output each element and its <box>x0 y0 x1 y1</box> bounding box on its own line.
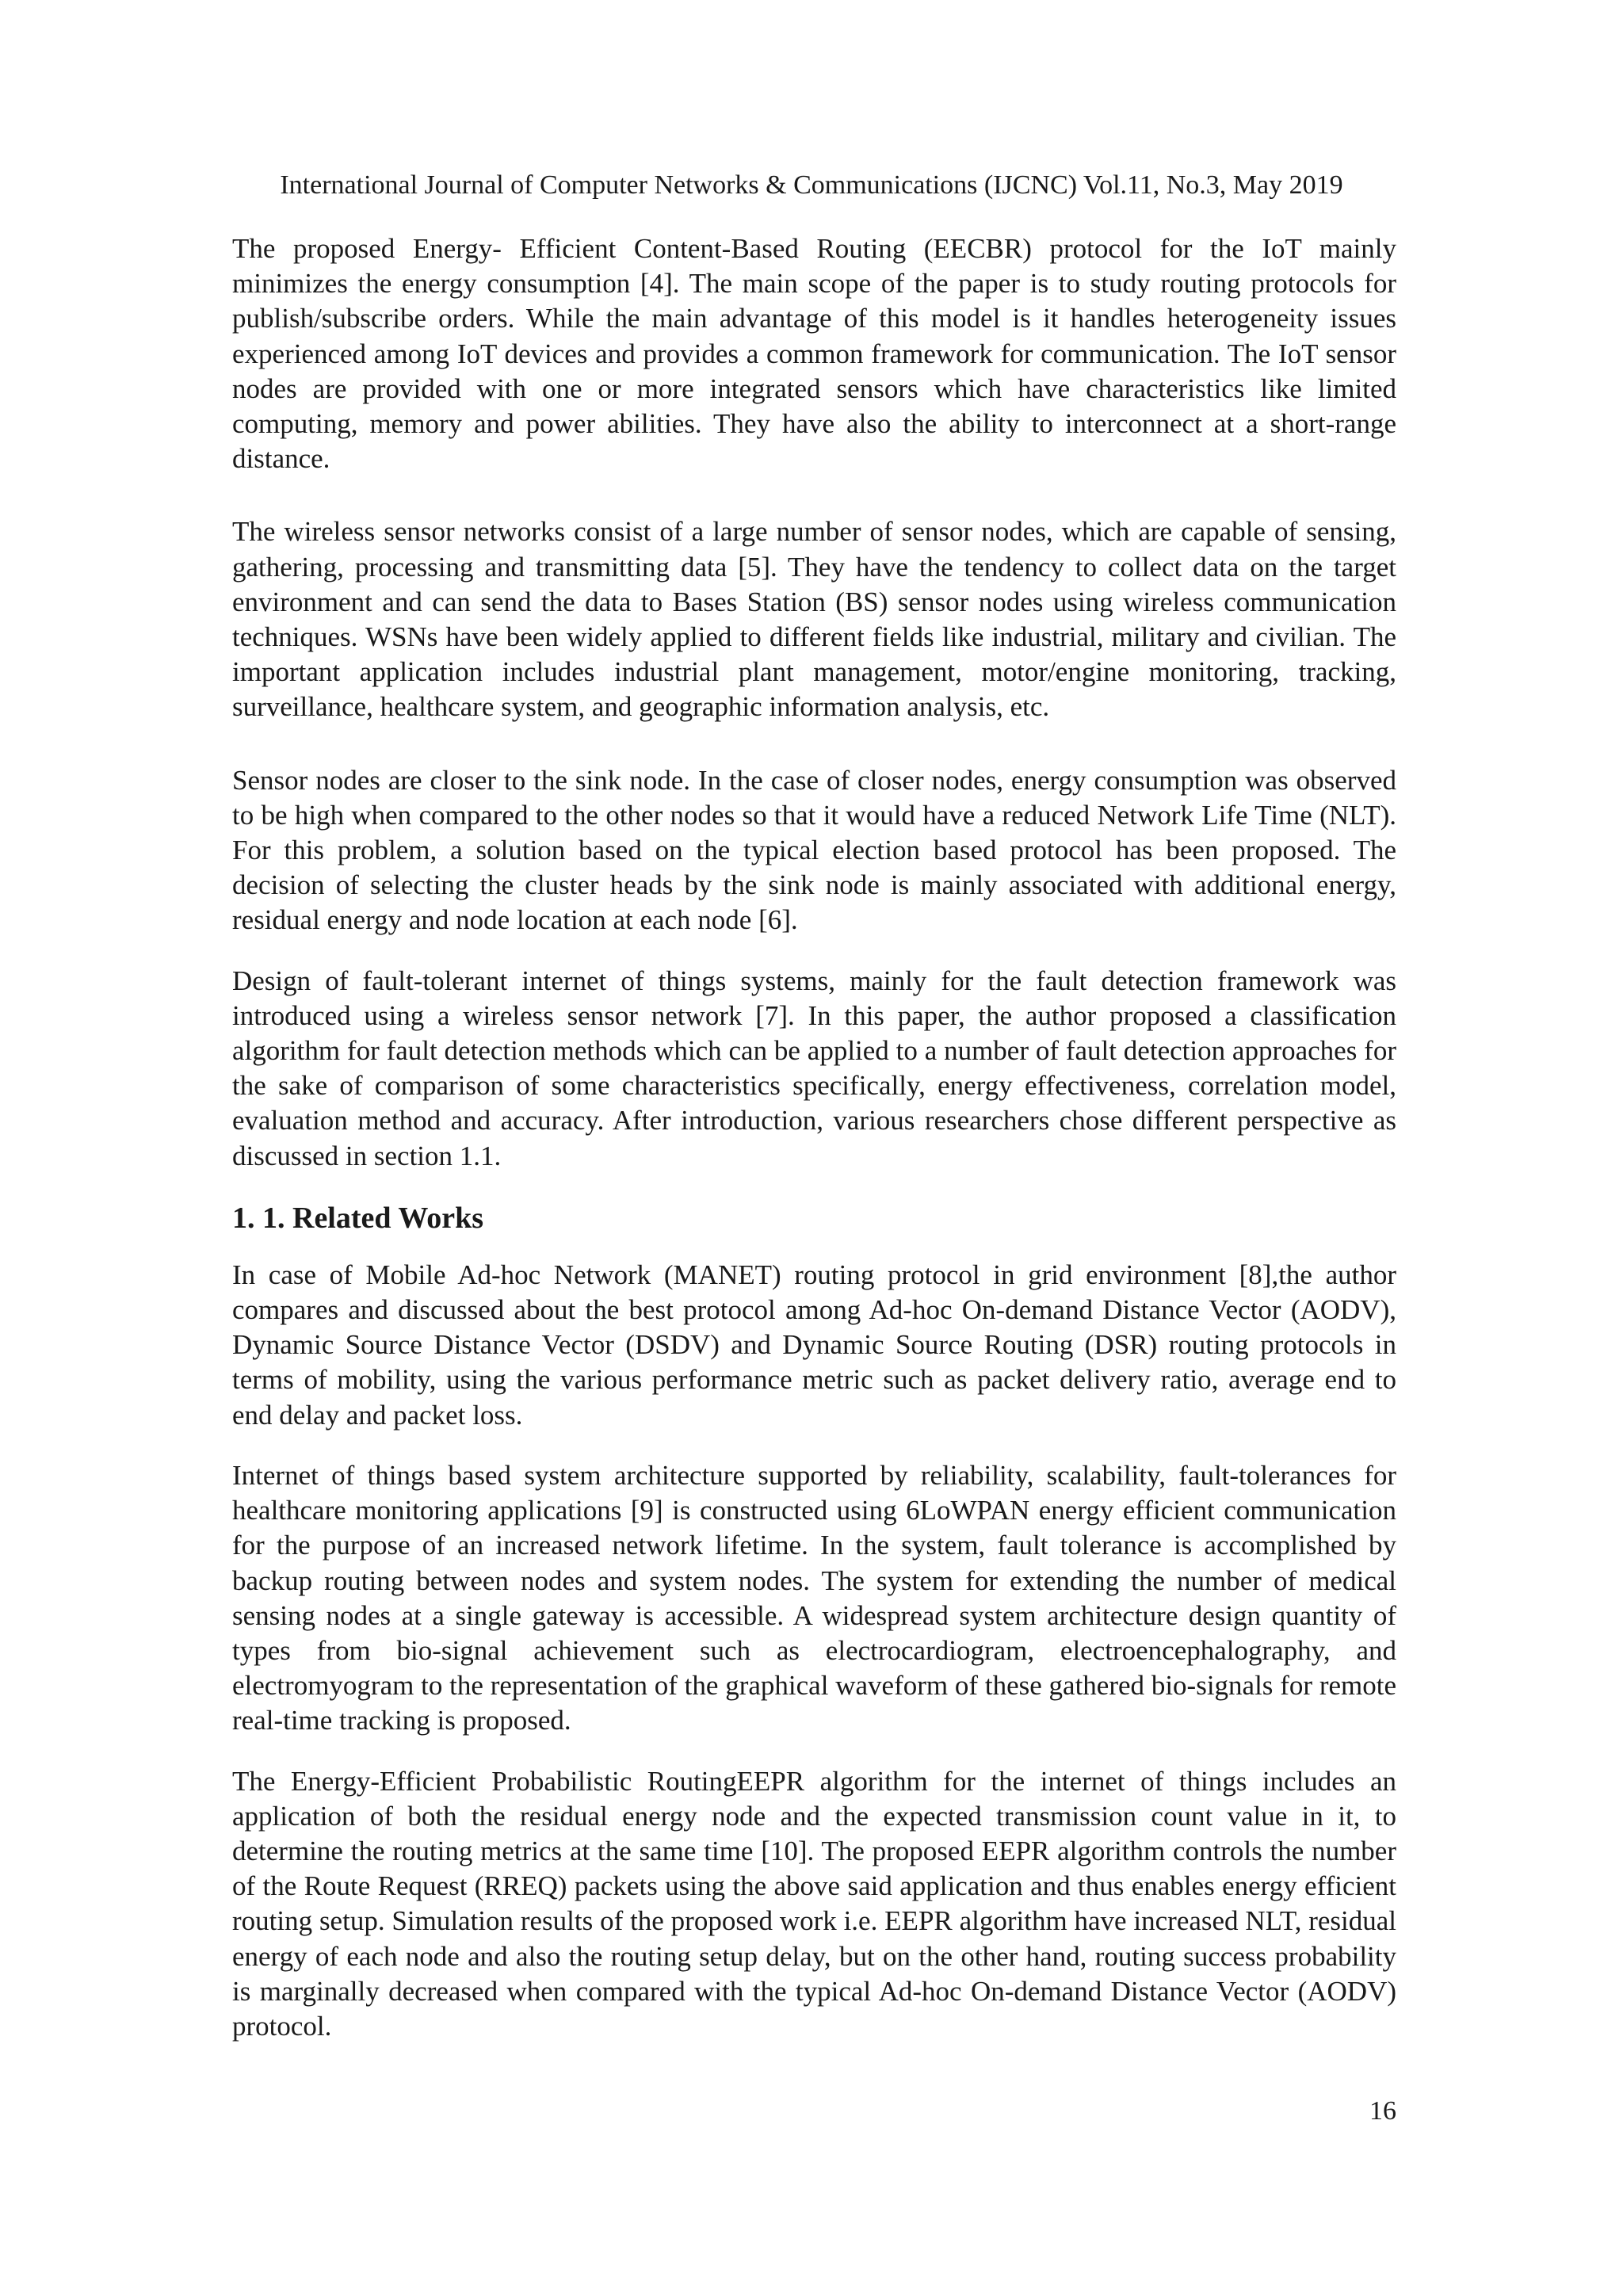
paragraph-fault-tolerant: Design of fault-tolerant internet of things systems, mainly for the fault detection framework was introduced using a wireless sensor network [7]. In this paper, the author proposed a classification algorithm for fault detection methods which can be applied to a number of fault detection approaches for the sake of comparison of some characteristics specifically, energy effectiveness, correlation model, evaluation method and accuracy. After introduction, various researchers chose different perspective as discussed in section 1.1. <box>232 965 1396 1171</box>
page-number: 16 <box>1369 2096 1396 2126</box>
paragraph-eecbr: The proposed Energy- Efficient Content-Based Routing (EECBR) protocol for the IoT mainly minimizes the energy consumption [4]. The main scope of the paper is to study routing protocols for publish/subscribe orders. While the main advantage of this model is it handles heterogeneity issues experienced among IoT devices and provides a common framework for communication. The IoT sensor nodes are provided with one or more integrated sensors which have characteristics like limited computing, memory and power abilities. They have also the ability to interconnect at a short-range distance. <box>232 233 1396 475</box>
paragraph-sink-node: Sensor nodes are closer to the sink node. In the case of closer nodes, energy consumption was observed to be high when compared to the other nodes so that it would have a reduced Network Life Time (NLT). For this problem, a solution based on the typical election based protocol has been proposed. The decision of selecting the cluster heads by the sink node is mainly associated with additional energy, residual energy and node location at each node [6]. <box>232 764 1396 936</box>
paragraph-eepr: The Energy-Efficient Probabilistic RoutingEEPR algorithm for the internet of things includes an application of both the residual energy node and the expected transmission count value in it, to determine the routing metrics at the same time [10]. The proposed EEPR algorithm controls the number of the Route Request (RREQ) packets using the above said application and thus enables energy efficient routing setup. Simulation results of the proposed work i.e. EEPR algorithm have increased NLT, residual energy of each node and also the routing setup delay, but on the other hand, routing success probability is marginally decreased when compared with the typical Ad-hoc On-demand Distance Vector (AODV) protocol. <box>232 1765 1396 2042</box>
running-header: International Journal of Computer Networks & Communications (IJCNC) Vol.11, No.3, May 2019 <box>280 170 1343 200</box>
paragraph-manet: In case of Mobile Ad-hoc Network (MANET) routing protocol in grid environment [8],the author compares and discussed about the best protocol among Ad-hoc On-demand Distance Vector (AODV), Dynamic Source Distance Vector (DSDV) and Dynamic Source Routing (DSR) routing protocols in terms of mobility, using the various performance metric such as packet delivery ratio, average end to end delay and packet loss. <box>232 1259 1396 1431</box>
paragraph-wsn: The wireless sensor networks consist of a large number of sensor nodes, which are capable of sensing, gathering, processing and transmitting data [5]. They have the tendency to collect data on the target environment and can send the data to Bases Station (BS) sensor nodes using wireless communication techniques. WSNs have been widely applied to different fields like industrial, military and civilian. The important application includes industrial plant management, motor/engine monitoring, tracking, surveillance, healthcare system, and geographic information analysis, etc. <box>232 516 1396 723</box>
body-text <box>232 231 1396 2069</box>
section-heading-related-works: 1. 1. Related Works <box>232 1201 484 1235</box>
paragraph-healthcare: Internet of things based system architecture supported by reliability, scalability, fault-tolerances for healthcare monitoring applications [9] is constructed using 6LoWPAN energy efficient communication for the purpose of an increased network lifetime. In the system, fault tolerance is accomplished by backup routing between nodes and system nodes. The system for extending the number of medical sensing nodes at a single gateway is accessible. A widespread system architecture design quantity of types from bio-signal achievement such as electrocardiogram, electroencephalography, and electromyogram to the representation of the graphical waveform of these gathered bio-signals for remote real-time tracking is proposed. <box>232 1459 1396 1736</box>
